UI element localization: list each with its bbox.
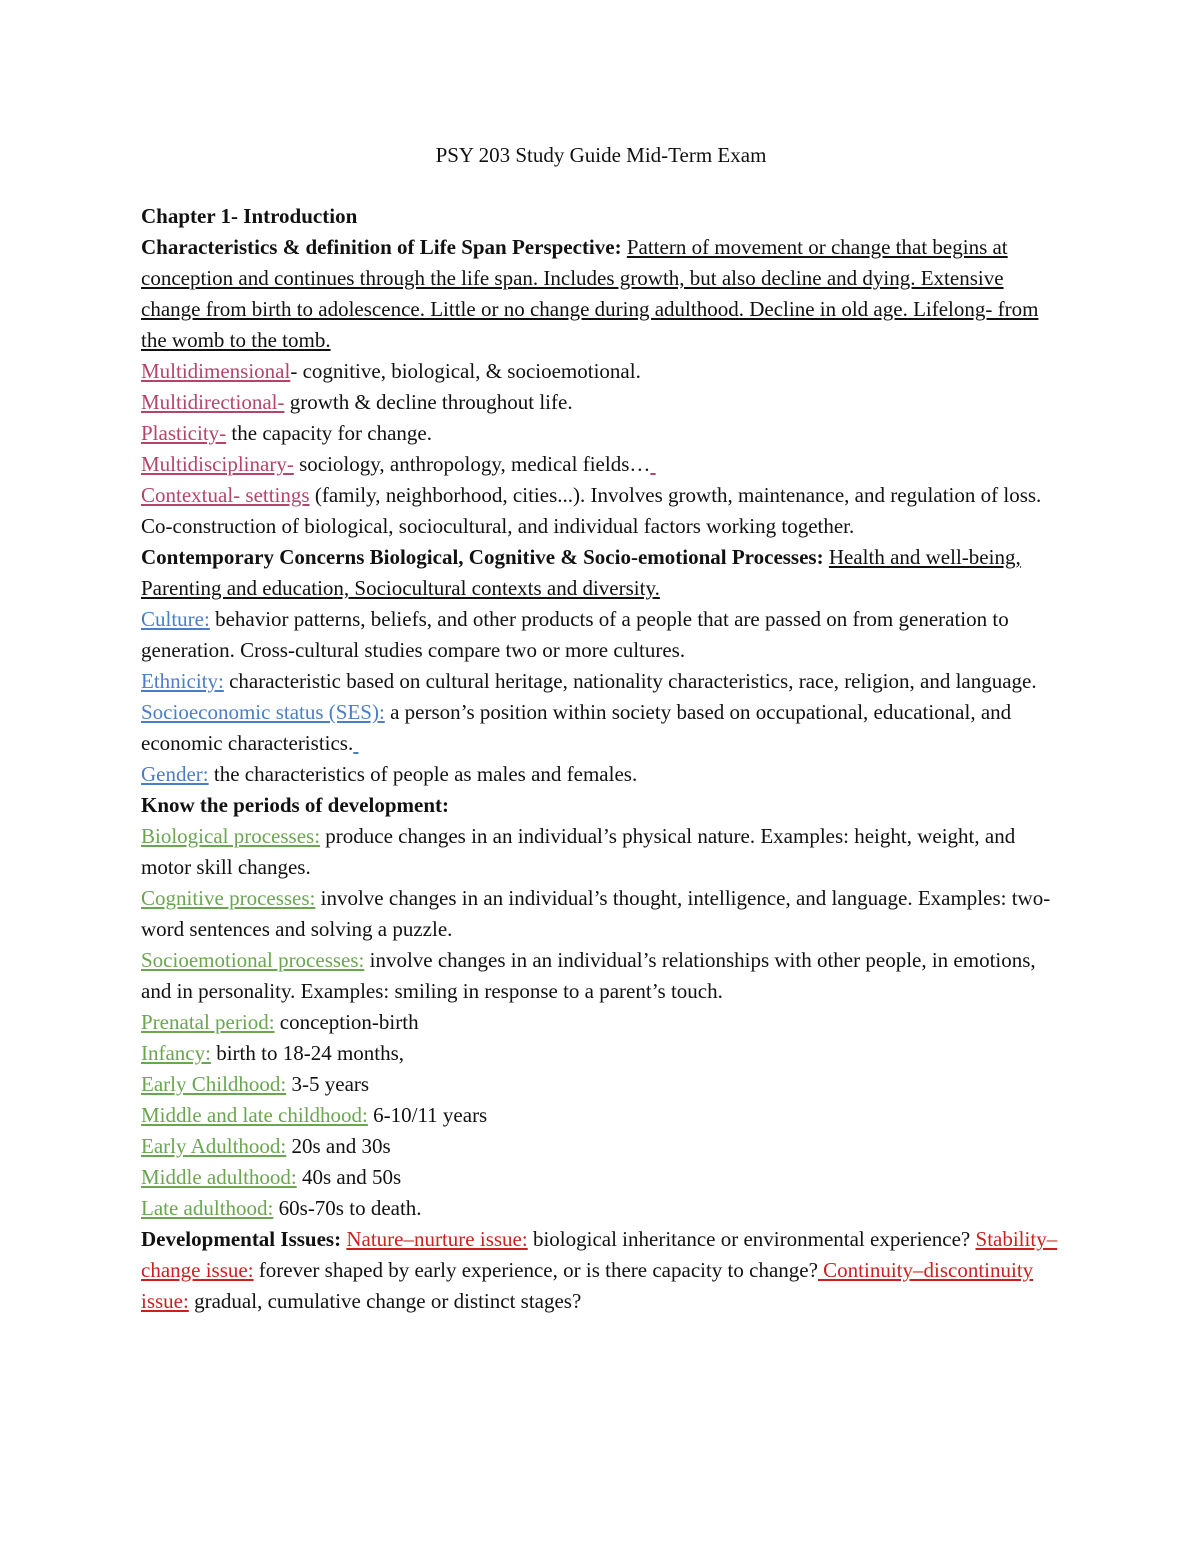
term-multidirectional: Multidirectional-: [141, 390, 285, 414]
period-item: [141, 945, 1061, 1007]
def-plasticity: the capacity for change.: [226, 421, 432, 445]
def-ses: a person’s position within society based on occupational, educational, and economic characteristics.: [141, 700, 1012, 755]
term-gender: Gender:: [141, 762, 209, 786]
term-middle-late-childhood: Middle and late childhood:: [141, 1103, 368, 1127]
term-multidisciplinary: Multidisciplinary-: [141, 452, 294, 476]
def-biological-processes: produce changes in an individual’s physical nature. Examples: height, weight, and motor skill changes.: [141, 824, 1016, 879]
term-biological-processes: Biological processes:: [141, 824, 321, 848]
trailing-underline: [650, 452, 655, 476]
period-item: [141, 1162, 1061, 1193]
period-item: [141, 883, 1061, 945]
context-item: [141, 697, 1061, 759]
def-late-adulthood: 60s-70s to death.: [273, 1196, 422, 1220]
period-item: [141, 1131, 1061, 1162]
page-title: PSY 203 Study Guide Mid-Term Exam: [435, 143, 767, 167]
def-multidirectional: growth & decline throughout life.: [284, 390, 573, 414]
def-nature-nurture: biological inheritance or environmental experience?: [527, 1227, 976, 1251]
lifespan-text: Pattern of movement or change that begins at conception and continues through the life span. Includes growth, but also decline and dying. Extensive change from birth to adolescence. Little or no change during adulthood. Decline in old age. Lifelong- from the womb to the tomb.: [141, 235, 1039, 352]
period-item: [141, 1007, 1061, 1038]
term-early-childhood: Early Childhood:: [141, 1072, 287, 1096]
term-nature-nurture: Nature–nurture issue:: [346, 1227, 528, 1251]
periods-heading: [141, 790, 1061, 821]
term-contextual: Contextual- settings: [141, 483, 310, 507]
def-middle-late-childhood: 6-10/11 years: [367, 1103, 488, 1127]
def-multidimensional: - cognitive, biological, & socioemotional.: [290, 359, 641, 383]
concerns-label: Contemporary Concerns Biological, Cognitive & Socio-emotional Processes:: [141, 545, 824, 569]
def-middle-adulthood: 40s and 50s: [296, 1165, 402, 1189]
chapter-heading: [141, 201, 1061, 232]
def-early-adulthood: 20s and 30s: [286, 1134, 391, 1158]
term-ethnicity: Ethnicity:: [141, 669, 224, 693]
characteristic-item: [141, 356, 1061, 387]
def-early-childhood: 3-5 years: [286, 1072, 370, 1096]
def-infancy: birth to 18-24 months,: [210, 1041, 405, 1065]
def-ethnicity: characteristic based on cultural heritage, nationality characteristics, race, religion, and language.: [223, 669, 1037, 693]
def-continuity-discontinuity: gradual, cumulative change or distinct stages?: [188, 1289, 582, 1313]
term-infancy: Infancy:: [141, 1041, 211, 1065]
period-item: [141, 1100, 1061, 1131]
def-prenatal-period: conception-birth: [274, 1010, 419, 1034]
term-early-adulthood: Early Adulthood:: [141, 1134, 287, 1158]
def-stability-change: forever shaped by early experience, or is there capacity to change?: [253, 1258, 818, 1282]
concerns-text: Health and well-being, Parenting and education, Sociocultural contexts and diversity.: [141, 545, 1021, 600]
period-item: [141, 1069, 1061, 1100]
chapter-title: Chapter 1- Introduction: [141, 204, 358, 228]
term-multidimensional: Multidimensional: [141, 359, 291, 383]
lifespan-label: Characteristics & definition of Life Span Perspective:: [141, 235, 622, 259]
periods-label: Know the periods of development:: [141, 793, 449, 817]
term-continuity-discontinuity: Continuity–discontinuity issue:: [141, 1258, 1034, 1313]
characteristic-item: [141, 449, 1061, 480]
period-item: [141, 1038, 1061, 1069]
term-socioemotional-processes: Socioemotional processes:: [141, 948, 365, 972]
term-late-adulthood: Late adulthood:: [141, 1196, 274, 1220]
issues-label: Developmental Issues:: [141, 1227, 342, 1251]
context-item: [141, 759, 1061, 790]
term-plasticity: Plasticity-: [141, 421, 227, 445]
term-culture: Culture:: [141, 607, 210, 631]
issues-paragraph: [141, 1224, 1061, 1317]
concerns-paragraph: [141, 542, 1061, 604]
trailing-underline: [353, 731, 358, 755]
term-prenatal-period: Prenatal period:: [141, 1010, 275, 1034]
term-stability-change: Stability–change issue:: [141, 1227, 1058, 1282]
def-multidisciplinary: sociology, anthropology, medical fields…: [293, 452, 651, 476]
term-ses: Socioeconomic status (SES):: [141, 700, 385, 724]
def-gender: the characteristics of people as males and females.: [208, 762, 638, 786]
def-culture: behavior patterns, beliefs, and other products of a people that are passed on from generation to generation. Cross-cultural studies compare two or more cultures.: [141, 607, 1009, 662]
def-cognitive-processes: involve changes in an individual’s thought, intelligence, and language. Examples: two-word sentences and solving a puzzle.: [141, 886, 1051, 941]
document-page: [141, 140, 1061, 1317]
context-item: [141, 666, 1061, 697]
characteristic-item: [141, 480, 1061, 542]
period-item: [141, 821, 1061, 883]
period-item: [141, 1193, 1061, 1224]
context-item: [141, 604, 1061, 666]
term-cognitive-processes: Cognitive processes:: [141, 886, 316, 910]
term-middle-adulthood: Middle adulthood:: [141, 1165, 297, 1189]
lifespan-definition: [141, 232, 1061, 356]
def-socioemotional-processes: involve changes in an individual’s relationships with other people, in emotions, and in personality. Examples: smiling in response to a parent’s touch.: [141, 948, 1036, 1003]
characteristic-item: [141, 387, 1061, 418]
characteristic-item: [141, 418, 1061, 449]
def-contextual: (family, neighborhood, cities...). Involves growth, maintenance, and regulation of loss. Co-construction of biological, sociocultural, and individual factors working together.: [141, 483, 1042, 538]
